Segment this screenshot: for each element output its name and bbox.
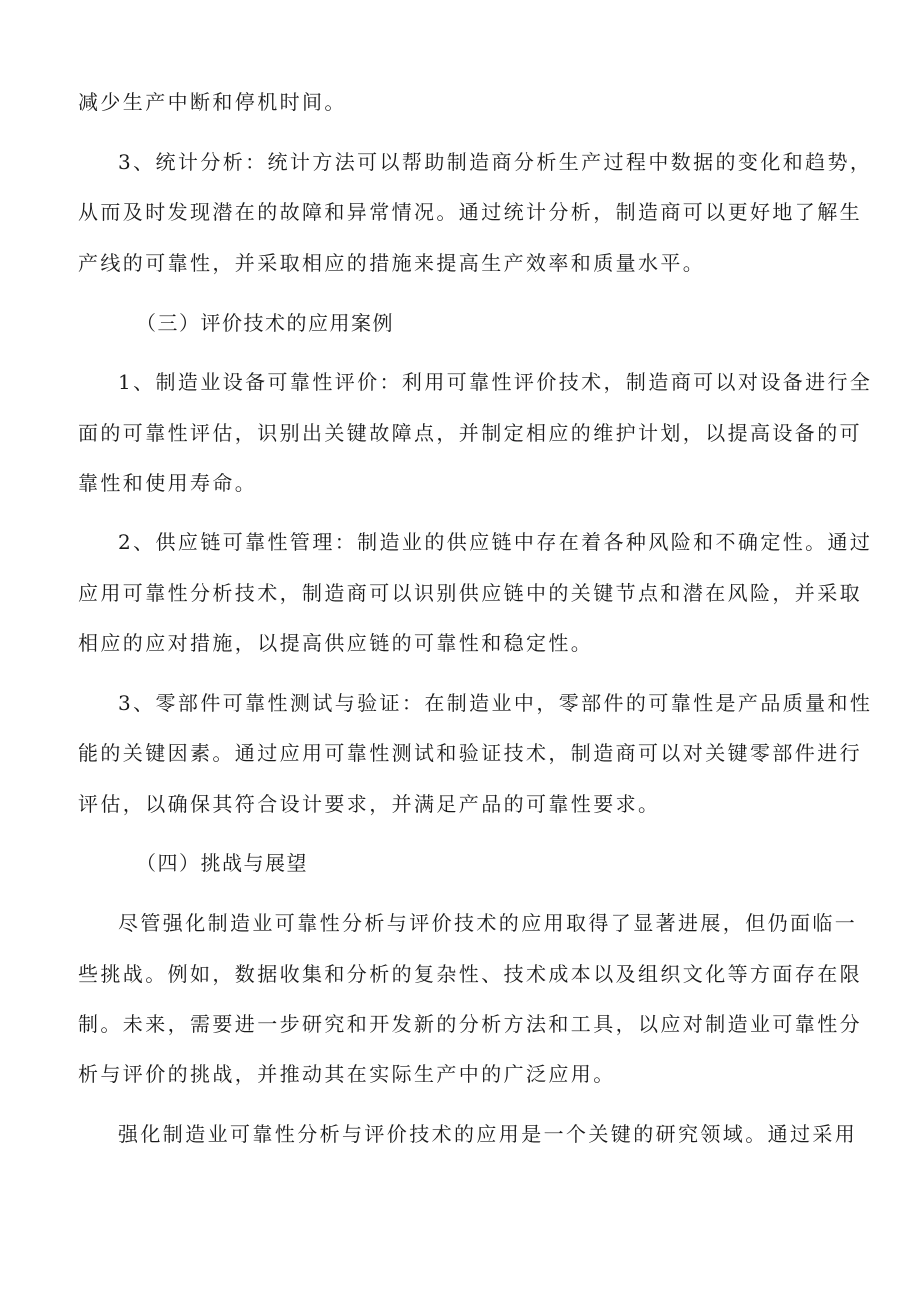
paragraph-line: 3、统计分析：统计方法可以帮助制造商分析生产过程中数据的变化和趋势， bbox=[118, 150, 873, 174]
paragraph-line: 强化制造业可靠性分析与评价技术的应用是一个关键的研究领域。通过采用 bbox=[118, 1122, 858, 1146]
paragraph-line: 尽管强化制造业可靠性分析与评价技术的应用取得了显著进展，但仍面临一 bbox=[118, 911, 858, 935]
paragraph-line: 1、制造业设备可靠性评价：利用可靠性评价技术，制造商可以对设备进行全 bbox=[118, 370, 873, 394]
paragraph-line: 应用可靠性分析技术，制造商可以识别供应链中的关键节点和潜在风险，并采取 bbox=[78, 581, 862, 605]
paragraph-line: 从而及时发现潜在的故障和异常情况。通过统计分析，制造商可以更好地了解生 bbox=[78, 200, 862, 224]
paragraph-line: 制。未来，需要进一步研究和开发新的分析方法和工具，以应对制造业可靠性分 bbox=[78, 1012, 862, 1036]
paragraph-line: 些挑战。例如，数据收集和分析的复杂性、技术成本以及组织文化等方面存在限 bbox=[78, 962, 862, 986]
paragraph-line: 减少生产中断和停机时间。 bbox=[78, 90, 347, 114]
paragraph-line: 2、供应链可靠性管理：制造业的供应链中存在着各种风险和不确定性。通过 bbox=[118, 530, 873, 554]
section-heading: （四）挑战与展望 bbox=[136, 851, 308, 875]
paragraph-line: 3、零部件可靠性测试与验证：在制造业中，零部件的可靠性是产品质量和性 bbox=[118, 691, 873, 715]
section-heading: （三）评价技术的应用案例 bbox=[136, 311, 394, 335]
paragraph-line: 析与评价的挑战，并推动其在实际生产中的广泛应用。 bbox=[78, 1062, 616, 1086]
paragraph-line: 面的可靠性评估，识别出关键故障点，并制定相应的维护计划，以提高设备的可 bbox=[78, 421, 862, 445]
paragraph-line: 产线的可靠性，并采取相应的措施来提高生产效率和质量水平。 bbox=[78, 251, 706, 275]
paragraph-line: 相应的应对措施，以提高供应链的可靠性和稳定性。 bbox=[78, 631, 594, 655]
paragraph-line: 评估，以确保其符合设计要求，并满足产品的可靠性要求。 bbox=[78, 792, 661, 816]
paragraph-line: 靠性和使用寿命。 bbox=[78, 471, 258, 495]
paragraph-line: 能的关键因素。通过应用可靠性测试和验证技术，制造商可以对关键零部件进行 bbox=[78, 741, 862, 765]
